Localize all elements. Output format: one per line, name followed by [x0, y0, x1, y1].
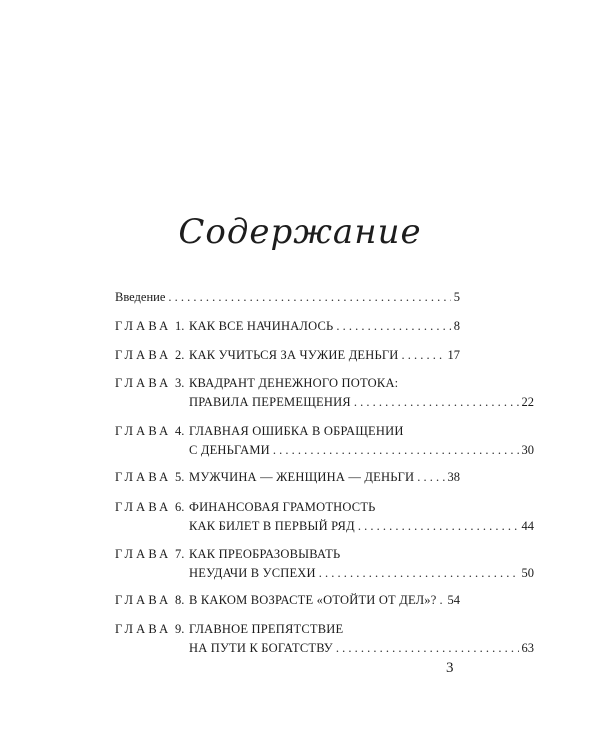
toc-entry-chapter-6[interactable]	[115, 498, 534, 536]
chapter-number: 5.	[175, 470, 185, 484]
toc-entry-title: КВАДРАНТ ДЕНЕЖНОГО ПОТОКА:	[189, 376, 399, 390]
toc-page-number: 63	[521, 641, 534, 655]
toc-entry-title-continued: НЕУДАЧИ В УСПЕХИ	[189, 566, 316, 580]
toc-page-number: 22	[521, 395, 534, 409]
dot-leader	[417, 468, 444, 487]
dot-leader	[336, 639, 519, 658]
toc-entry-title: КАК ВСЕ НАЧИНАЛОСЬ	[189, 319, 334, 333]
chapter-word: ГЛАВА	[115, 376, 172, 390]
chapter-word: ГЛАВА	[115, 348, 172, 362]
dot-leader	[354, 393, 519, 412]
toc-page-number: 38	[447, 470, 460, 484]
chapter-number: 8.	[175, 593, 185, 607]
toc-entry-title: В КАКОМ ВОЗРАСТЕ «ОТОЙТИ ОТ ДЕЛ»?	[189, 593, 437, 607]
toc-entry-title: МУЖЧИНА — ЖЕНЩИНА — ДЕНЬГИ	[189, 470, 415, 484]
toc-entry-title-continued: НА ПУТИ К БОГАТСТВУ	[189, 641, 333, 655]
toc-entry-title: ФИНАНСОВАЯ ГРАМОТНОСТЬ	[189, 500, 376, 514]
page-folio-number: 3	[446, 660, 454, 676]
chapter-word: ГЛАВА	[115, 470, 172, 484]
chapter-number: 2.	[175, 348, 185, 362]
toc-page-number: 17	[447, 348, 460, 362]
toc-entry-chapter-2[interactable]	[115, 346, 460, 365]
toc-entry-title-continued: ПРАВИЛА ПЕРЕМЕЩЕНИЯ	[189, 395, 351, 409]
toc-entry-chapter-1[interactable]	[115, 317, 460, 336]
chapter-word: ГЛАВА	[115, 547, 172, 561]
chapter-word: ГЛАВА	[115, 500, 172, 514]
toc-entry-title: ГЛАВНАЯ ОШИБКА В ОБРАЩЕНИИ	[189, 424, 404, 438]
chapter-word: ГЛАВА	[115, 593, 172, 607]
toc-entry-title: КАК ПРЕОБРАЗОВЫВАТЬ	[189, 547, 341, 561]
chapter-word: ГЛАВА	[115, 622, 172, 636]
toc-page-number: 5	[453, 290, 460, 304]
chapter-number: 9.	[175, 622, 185, 636]
toc-entry-intro[interactable]	[115, 288, 460, 307]
toc-page-number: 8	[453, 319, 460, 333]
chapter-number: 3.	[175, 376, 185, 390]
chapter-number: 1.	[175, 319, 185, 333]
toc-entry-title-continued: КАК БИЛЕТ В ПЕРВЫЙ РЯД	[189, 519, 355, 533]
chapter-word: ГЛАВА	[115, 424, 172, 438]
dot-leader	[440, 591, 445, 610]
dot-leader	[336, 317, 450, 336]
toc-heading: Содержание	[178, 212, 422, 252]
toc-entry-title: ГЛАВНОЕ ПРЕПЯТСТВИЕ	[189, 622, 344, 636]
toc-entry-title: КАК УЧИТЬСЯ ЗА ЧУЖИЕ ДЕНЬГИ	[189, 348, 399, 362]
toc-entry-chapter-7[interactable]	[115, 545, 534, 583]
toc-page-number: 30	[521, 443, 534, 457]
chapter-number: 6.	[175, 500, 185, 514]
toc-page-number: 54	[447, 593, 460, 607]
toc-entry-chapter-8[interactable]	[115, 591, 460, 610]
dot-leader	[402, 346, 445, 365]
toc-entry-title-continued: С ДЕНЬГАМИ	[189, 443, 270, 457]
dot-leader	[273, 441, 519, 460]
toc-entry-chapter-5[interactable]	[115, 468, 460, 487]
dot-leader	[319, 564, 519, 583]
toc-page-number: 44	[521, 519, 534, 533]
chapter-number: 4.	[175, 424, 185, 438]
toc-entry-chapter-4[interactable]	[115, 422, 534, 460]
toc-entry-chapter-3[interactable]	[115, 374, 534, 412]
chapter-number: 7.	[175, 547, 185, 561]
dot-leader	[168, 288, 450, 307]
toc-page-number: 50	[521, 566, 534, 580]
chapter-word: ГЛАВА	[115, 319, 172, 333]
toc-entry-title: Введение	[115, 290, 166, 304]
toc-entry-chapter-9[interactable]	[115, 620, 534, 658]
dot-leader	[358, 517, 519, 536]
